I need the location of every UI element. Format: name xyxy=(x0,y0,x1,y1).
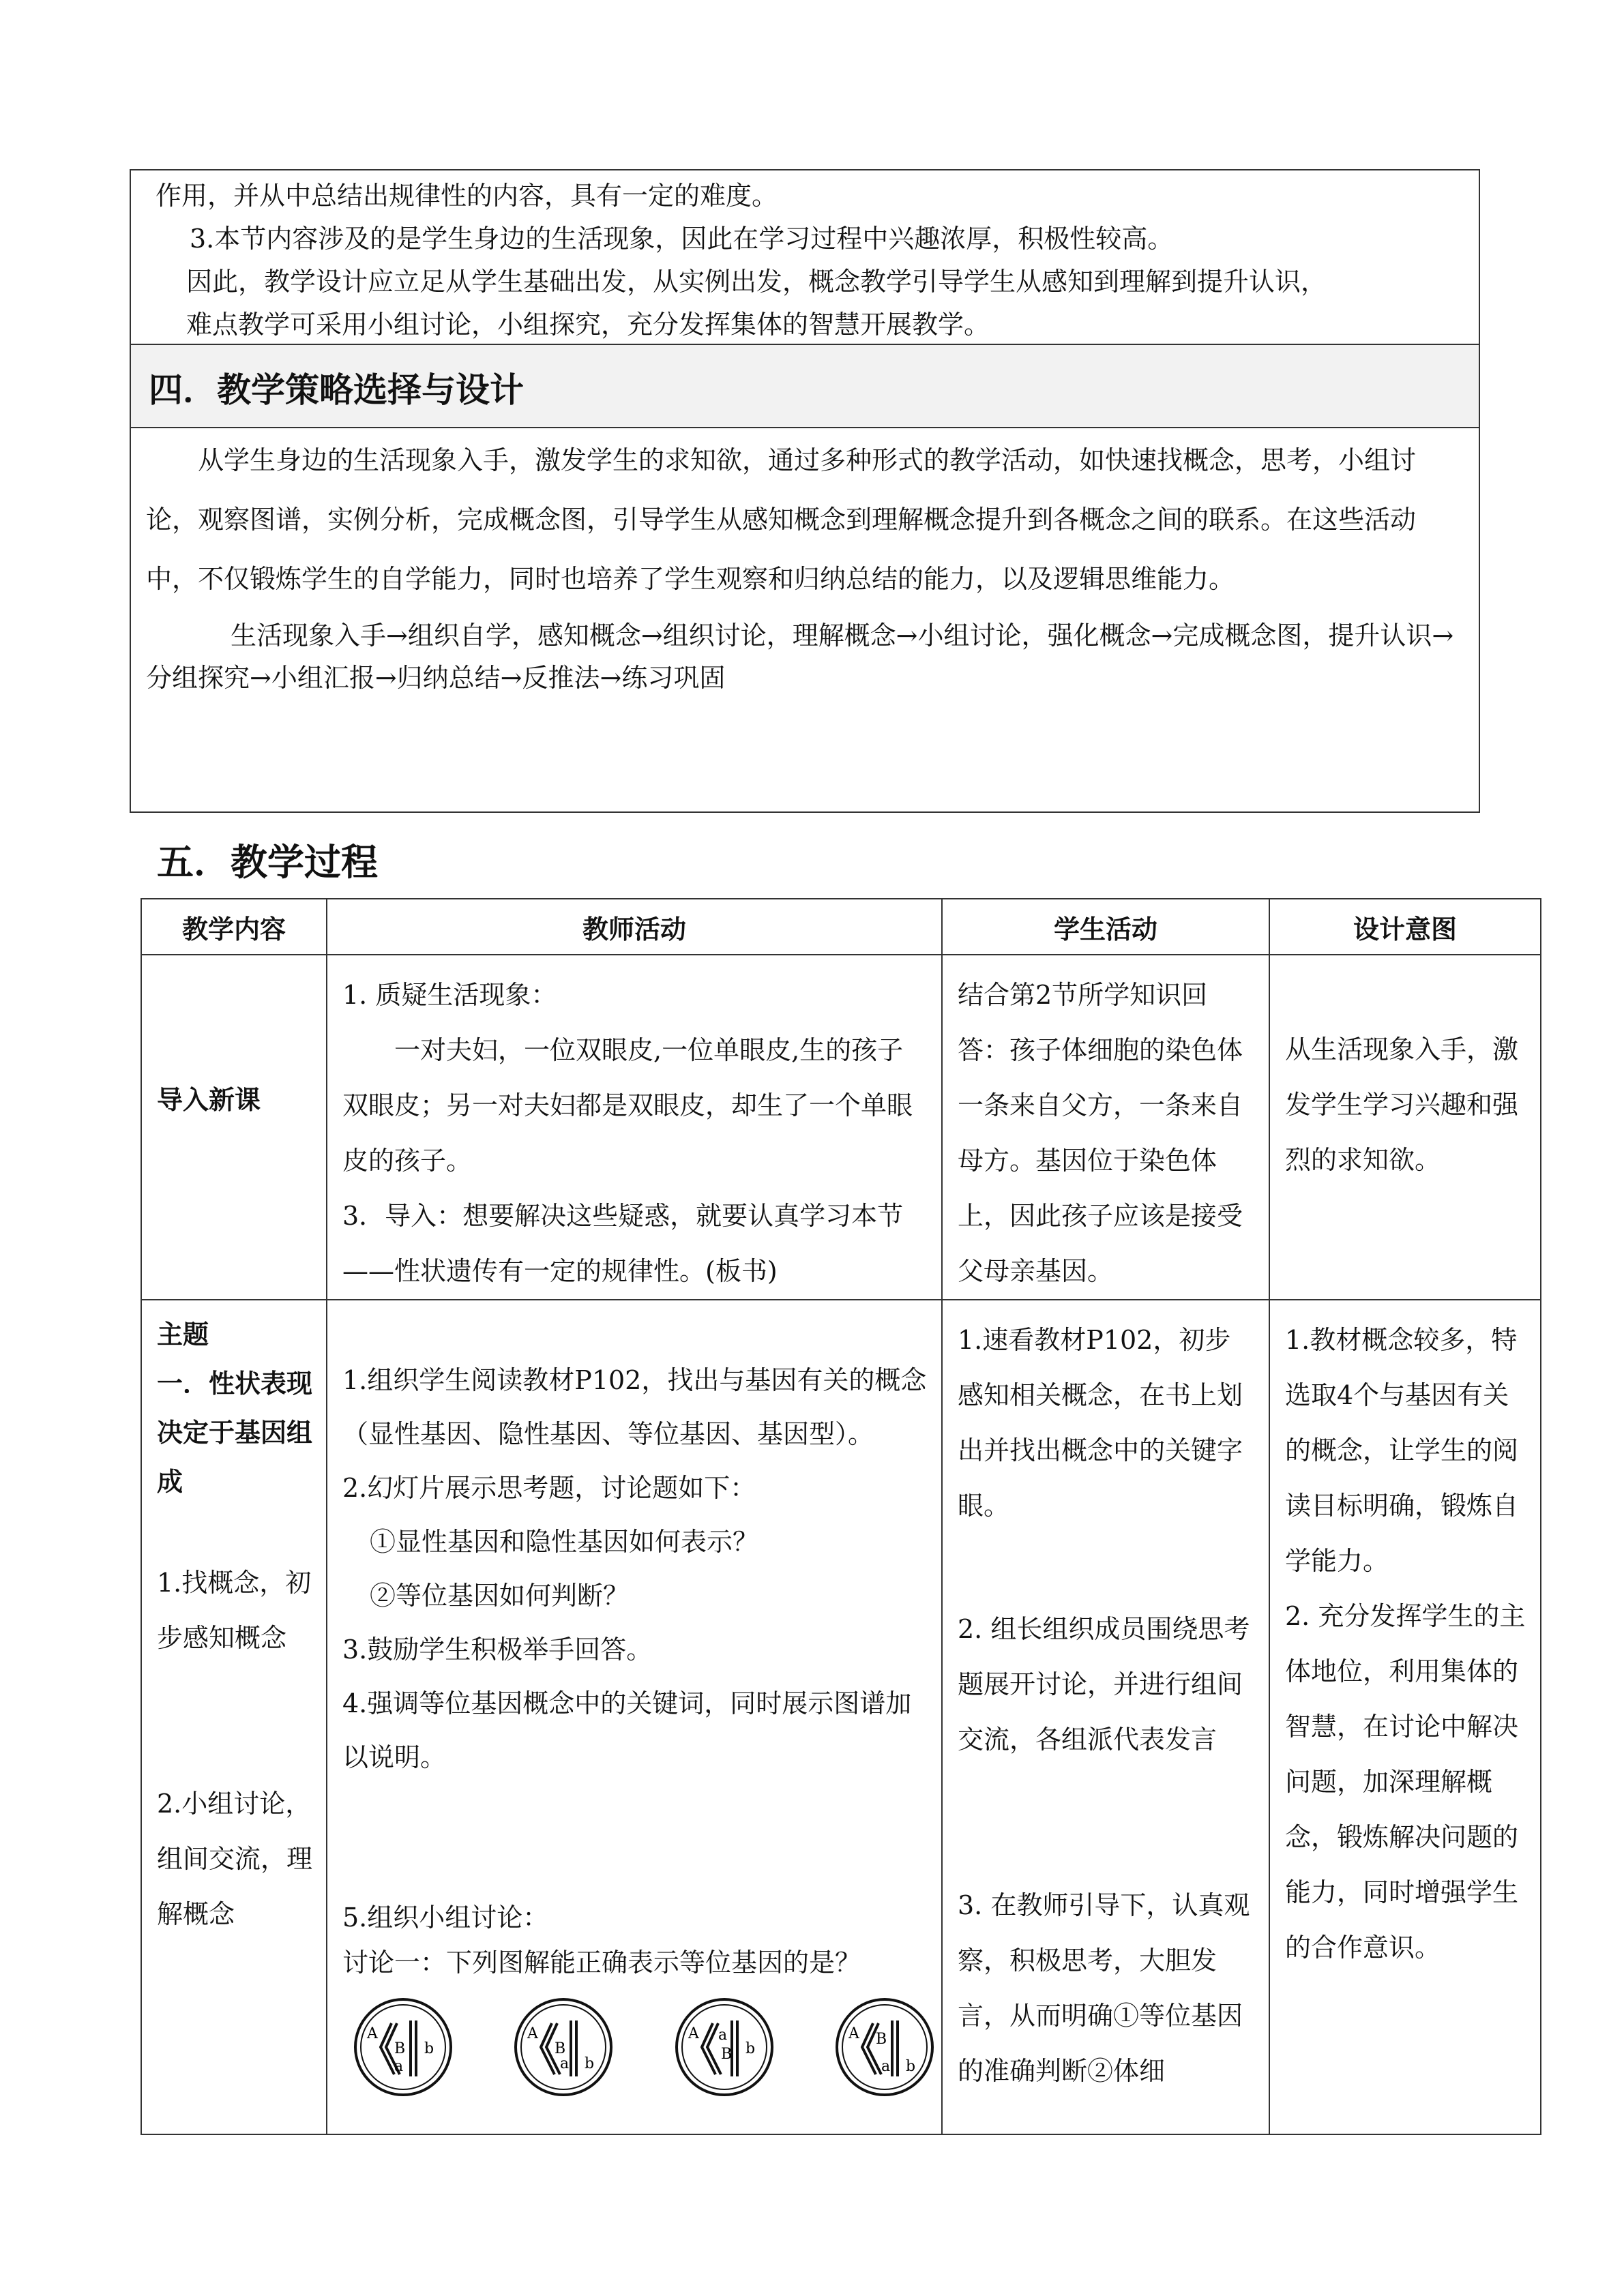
chromosome-figure-2 xyxy=(512,1996,615,2098)
cell-intent xyxy=(1269,1300,1541,2134)
teacher-item: ②等位基因如何判断？ xyxy=(370,1581,630,1611)
fig-label: b xyxy=(905,2058,916,2075)
table-header-row xyxy=(141,899,1541,955)
fig-label: a xyxy=(394,2058,404,2075)
strategy-paragraph: 从学生身边的生活现象入手，激发学生的求知欲，通过多种形式的教学活动，如快速找概念，思考，小组讨论，观察图谱，实例分析，完成概念图，引导学生从感知概念到理解概念提升到各概念之间的联系。在这些活动中，不仅锻炼学生的自学能力，同时也培养了学生观察和归纳总结的能力，以及逻辑思维能力。 xyxy=(146,445,1417,594)
analysis-line: 作用，并从中总结出规律性的内容，具有一定的难度。 xyxy=(156,181,778,211)
student-item: 2. 组长组织成员围绕思考题展开讨论，并进行组间交流，各组派代表发言 xyxy=(958,1614,1250,1755)
teacher-item: 4.强调等位基因概念中的关键词，同时展示图谱加以说明。 xyxy=(342,1688,912,1772)
table-row xyxy=(141,955,1541,1300)
fig-label: B xyxy=(555,2040,566,2057)
cell-content xyxy=(141,955,327,1300)
fig-label: b xyxy=(585,2055,595,2072)
student-item: 3. 在教师引导下，认真观察，积极思考，大胆发言，从而明确①等位基因的准确判断②体细 xyxy=(958,1890,1250,2086)
fig-label: A xyxy=(688,2025,699,2042)
cell-content xyxy=(141,1300,327,2134)
header-teacher: 教师活动 xyxy=(327,899,942,955)
analysis-continuation xyxy=(131,170,1479,346)
fig-label: B xyxy=(394,2040,406,2057)
table-row xyxy=(141,1300,1541,2134)
chromosome-figure-4 xyxy=(833,1996,936,2098)
topic-title: 一．性状表现决定于基因组成 xyxy=(157,1369,313,1497)
fig-label: A xyxy=(367,2025,378,2042)
row-title: 导入新课 xyxy=(157,1084,261,1115)
fig-label: A xyxy=(527,2025,539,2042)
fig-label: a xyxy=(718,2027,727,2044)
student-item: 结合第2节所学知识回答：孩子体细胞的染色体一条来自父方，一条来自母方。基因位于染色体上，因此孩子应该是接受父母亲基因。 xyxy=(958,980,1243,1286)
teacher-item: 1.组织学生阅读教材P102，找出与基因有关的概念（显性基因、隐性基因、等位基因、基因型）。 xyxy=(342,1365,927,1449)
teacher-item: 2.幻灯片展示思考题，讨论题如下： xyxy=(342,1473,756,1503)
chromosome-figure-1 xyxy=(352,1996,454,2098)
fig-label: a xyxy=(881,2058,891,2075)
header-content: 教学内容 xyxy=(141,899,327,955)
fig-label: b xyxy=(745,2040,755,2057)
fig-label: A xyxy=(848,2025,859,2042)
subtopic: 2.小组讨论，组间交流，理解概念 xyxy=(157,1789,313,1929)
section4-body xyxy=(146,431,1464,699)
intent-item: 2. 充分发挥学生的主体地位，利用集体的智慧，在讨论中解决问题，加深理解概念，锻炼解决问题的能力，同时增强学生的合作意识。 xyxy=(1285,1601,1526,1963)
strategy-flow: 生活现象入手→组织自学，感知概念→组织讨论，理解概念→小组讨论，强化概念→完成概念图，提升认识→分组探究→小组汇报→归纳总结→反推法→练习巩固 xyxy=(146,621,1454,693)
topic-label: 主题 xyxy=(157,1320,209,1350)
cell-intent xyxy=(1269,955,1541,1300)
intent-item: 从生活现象入手，激发学生学习兴趣和强烈的求知欲。 xyxy=(1285,1034,1519,1175)
section4-title: 四．教学策略选择与设计 xyxy=(149,370,524,410)
teacher-item: ①显性基因和隐性基因如何表示？ xyxy=(370,1527,759,1557)
header-student: 学生活动 xyxy=(942,899,1269,955)
teaching-process-table xyxy=(141,898,1541,2135)
teacher-item: 3.鼓励学生积极举手回答。 xyxy=(342,1635,653,1665)
teacher-item: 一对夫妇，一位双眼皮,一位单眼皮,生的孩子双眼皮；另一对夫妇都是双眼皮，却生了一个单眼皮的孩子。 xyxy=(342,1035,913,1176)
allele-figures xyxy=(327,1985,941,2098)
subtopic: 1.找概念，初步感知概念 xyxy=(157,1568,312,1653)
fig-label: a xyxy=(560,2055,570,2072)
strategy-box xyxy=(130,169,1480,813)
section5-title: 五．教学过程 xyxy=(157,841,378,884)
cell-teacher xyxy=(327,955,942,1300)
teacher-item: 讨论一：下列图解能正确表示等位基因的是？ xyxy=(342,1948,861,1978)
analysis-line: 因此，教学设计应立足从学生基础出发，从实例出发，概念教学引导学生从感知到理解到提升认识， xyxy=(186,267,1327,297)
cell-student xyxy=(942,1300,1269,2134)
header-intent: 设计意图 xyxy=(1269,899,1541,955)
section4-header xyxy=(131,344,1479,428)
teacher-item: 5.组织小组讨论： xyxy=(342,1903,549,1933)
fig-label: B xyxy=(875,2031,887,2048)
teacher-item: 1. 质疑生活现象： xyxy=(342,980,557,1010)
cell-student xyxy=(942,955,1269,1300)
teacher-item: 3．导入：想要解决这些疑惑，就要认真学习本节——性状遗传有一定的规律性。(板书) xyxy=(342,1201,904,1286)
analysis-line: 难点教学可采用小组讨论，小组探究，充分发挥集体的智慧开展教学。 xyxy=(186,310,990,340)
analysis-line: 3.本节内容涉及的是学生身边的生活现象，因此在学习过程中兴趣浓厚，积极性较高。 xyxy=(190,224,1174,254)
fig-label: B xyxy=(720,2046,732,2063)
intent-item: 1.教材概念较多，特选取4个与基因有关的概念，让学生的阅读目标明确，锻炼自学能力。 xyxy=(1285,1325,1519,1576)
cell-teacher xyxy=(327,1300,942,2134)
fig-label: b xyxy=(424,2040,434,2057)
chromosome-figure-3 xyxy=(673,1996,776,2098)
student-item: 1.速看教材P102，初步感知相关概念，在书上划出并找出概念中的关键字眼。 xyxy=(958,1325,1243,1521)
